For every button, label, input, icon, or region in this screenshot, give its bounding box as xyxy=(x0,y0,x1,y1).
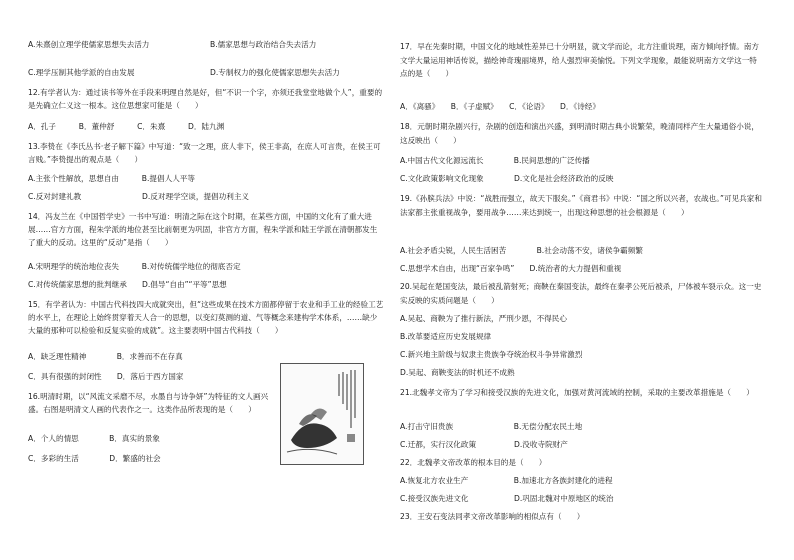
q20-option-d: D.吴起、商鞅变法的时机还不成熟 xyxy=(400,368,515,377)
q12-options: A．孔子 B．董仲舒 C．朱熹 D．陆九渊 xyxy=(28,122,225,131)
question-19: 19.《孙膑兵法》中说：“战胜而强立，故天下服矣。”《商君书》中说：“国之所以兴者，农战也。”可见兵家和法家都主张重视战争，要用战争……来达到统一，出现这种思想的社会根源是（ ） xyxy=(400,194,762,217)
question-13: 13.李贽在《李氏丛书·老子解下篇》中写道：“致一之理，庶人非下，侯王非高，在庶人可言贵，在侯王可言贱。”李贽提出的观点是（ ） xyxy=(28,142,381,164)
question-14: 14．冯友兰在《中国哲学史》一书中写道：明清之际在这个时期，在某些方面，中国的文化有了重大进展……官方方面，程朱学派的地位甚至比前朝更为巩固，非官方方面，程朱学派和陆王学派在清朝都发生了重大的反动。这里的“反动”是指（ ） xyxy=(28,212,378,247)
q13-option-c-d: C.反对封建礼教 D.反对理学空谈，提倡功利主义 xyxy=(28,192,250,201)
question-16: 16.明清时期，以“风流文采磨不尽，水墨自与诗争妍”为特征的文人画兴盛。右图是明清文人画的代表作之一。这类作品所表现的是（ ） xyxy=(28,392,269,414)
question-21: 21.北魏孝文帝为了学习和接受汉族的先进文化，加强对黄河流域的控制，采取的主要改革措施是（ ） xyxy=(400,388,754,397)
question-23: 23．王安石变法同孝文帝改革影响的相似点有（ ） xyxy=(400,512,585,521)
ink-painting-svg xyxy=(281,364,363,464)
q14-option-c-d: C.对传统儒家思想的批判继承 D.倡导“自由”“平等”思想 xyxy=(28,280,227,289)
q15-option-a-b: A．缺乏理性精神 B．求善而不在存真 xyxy=(28,352,183,361)
q11-option-c-d: C.理学压制其他学派的自由发展 D.专制权力的强化使儒家思想失去活力 xyxy=(28,68,340,77)
question-15: 15．有学者认为：中国古代科技四大成就突出，但“这些成果在技术方面都停留于农业和手工业的经验工艺的水平上，在理论上始终贯穿着天人合一的思想，以变幻莫测的道、气等概念来建构学术体系，……缺少大量的那种可以检验和反复实验的成就”。这主要表明中国古代科技（ ） xyxy=(28,300,384,335)
q11-option-a-b: A.朱熹创立理学使儒家思想失去活力 B.儒家思想与政治结合失去活力 xyxy=(28,40,317,49)
q20-option-c: C.新兴地主阶级与奴隶主贵族争夺统治权斗争异常激烈 xyxy=(400,350,583,359)
q14-option-a-b: A.宋明理学的统治地位丧失 B.对传统儒学地位的彻底否定 xyxy=(28,262,241,271)
q19-option-a-b: A.社会矛盾尖锐，人民生活困苦 B.社会动荡不安，诸侯争霸频繁 xyxy=(400,246,643,255)
q17-options: A．《离骚》 B．《子虚赋》 C．《论语》 D．《诗经》 xyxy=(400,102,600,111)
q22-option-c-d: C.接受汉族先进文化 D.巩固北魏对中原地区的统治 xyxy=(400,494,614,503)
question-18: 18．元朝时期杂剧兴行，杂剧的创造和演出兴盛，到明清时期古典小说繁荣，晚清同样产生大量通俗小说，这反映出（ ） xyxy=(400,122,759,145)
q21-option-c-d: C.迁都，实行汉化政策 D.没收寺院财产 xyxy=(400,440,568,449)
question-20: 20.吴起在楚国变法，最后被乱箭射死；商鞅在秦国变法，最终在秦孝公死后被杀，尸体被车裂示众。这一史实反映的实质问题是（ ） xyxy=(400,282,762,305)
q18-option-a-b: A.中国古代文化源远流长 B.民间思想的广泛传播 xyxy=(400,156,590,165)
q15-option-c-d: C．具有很强的封闭性 D．落后于西方国家 xyxy=(28,372,184,381)
literati-painting-image xyxy=(280,363,364,465)
q20-option-a: A.吴起、商鞅为了推行新法，严刑少恩，不得民心 xyxy=(400,314,567,323)
q16-option-a-b: A．个人的情思 B．真实的景象 xyxy=(28,434,160,443)
question-12: 12.有学者认为：通过读书等外在手段来明理自然是好，但“不识一个字，亦须还我堂堂地做个人”，重要的是先确立仁义这一根本。这位思想家可能是（ ） xyxy=(28,88,383,110)
q13-option-a-b: A.主张个性解放，思想自由 B.提倡人人平等 xyxy=(28,174,195,183)
q21-option-a-b: A.打击守旧贵族 B.无偿分配农民土地 xyxy=(400,422,583,431)
q19-option-c-d: C.思想学术自由，出现“百家争鸣” D.统治者的大力提倡和重视 xyxy=(400,264,622,273)
q18-option-c-d: C.文化政策影响文化现象 D.文化是社会经济政治的反映 xyxy=(400,174,614,183)
question-22: 22．北魏孝文帝改革的根本目的是（ ） xyxy=(400,458,547,467)
question-17: 17．早在先秦时期，中国文化的地域性差异已十分明显，就文学而论，北方注重说理，南方倾向抒情。南方文学大量运用神话传说，描绘神奇瑰丽境界，给人强烈审美愉悦。下列文学现象，最能说明南方文学这一特点的是（ ） xyxy=(400,42,759,78)
q16-option-c-d: C．多彩的生活 D．繁盛的社会 xyxy=(28,454,161,463)
q22-option-a-b: A.恢复北方农业生产 B.加速北方各族封建化的进程 xyxy=(400,476,613,485)
q20-option-b: B.改革要适应历史发展规律 xyxy=(400,332,492,341)
